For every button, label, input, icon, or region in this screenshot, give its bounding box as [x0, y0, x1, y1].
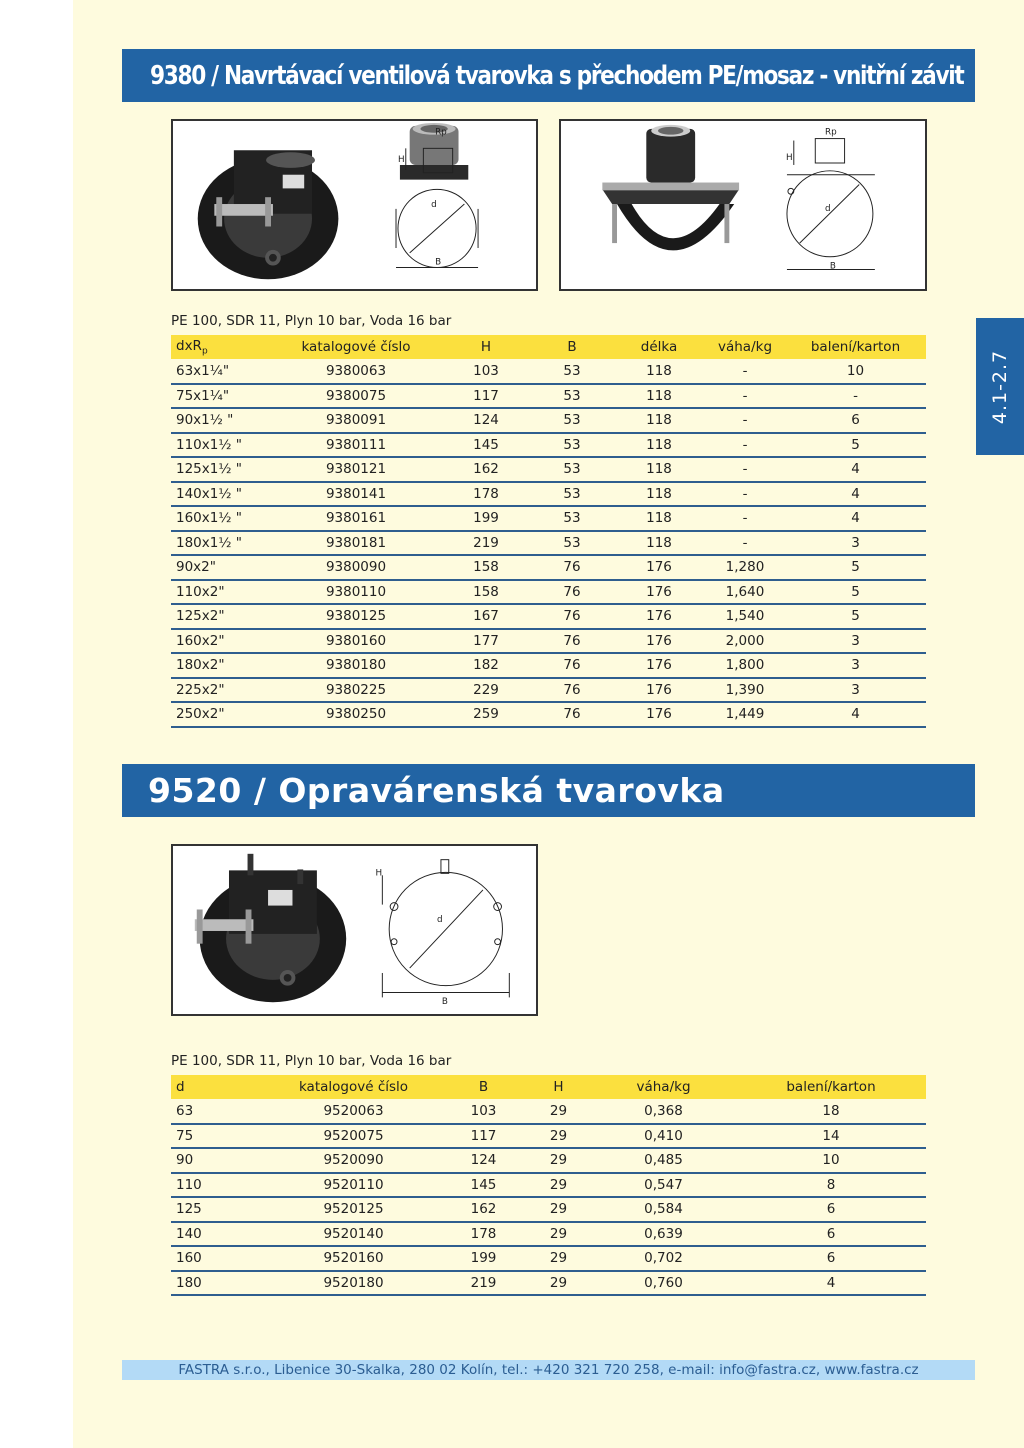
table-row [171, 604, 926, 629]
table-cell: 176 [613, 555, 705, 580]
table-cell: 1,640 [705, 580, 785, 605]
col-header: B [441, 1075, 526, 1099]
table-cell: 4 [736, 1271, 926, 1296]
table-cell: 53 [531, 408, 613, 433]
table-cell: 0,584 [591, 1197, 736, 1222]
table-cell: 176 [613, 678, 705, 703]
table-cell: - [705, 359, 785, 384]
table-cell: - [705, 384, 785, 409]
col-header: balení/karton [785, 335, 926, 359]
svg-text:d: d [437, 915, 443, 926]
table-cell: 9380063 [271, 359, 441, 384]
svg-text:Rp: Rp [435, 127, 447, 138]
table-cell: 118 [613, 531, 705, 556]
table-cell: - [705, 531, 785, 556]
table-cell: 158 [441, 580, 531, 605]
table-row [171, 1148, 926, 1173]
table-cell: 75x1¼" [171, 384, 271, 409]
table-cell: 1,449 [705, 702, 785, 727]
table-cell: 0,702 [591, 1246, 736, 1271]
table-cell: 9380125 [271, 604, 441, 629]
table-cell: 9380090 [271, 555, 441, 580]
spec-line-9380: PE 100, SDR 11, Plyn 10 bar, Voda 16 bar [171, 313, 452, 329]
product-image-9520 [171, 844, 538, 1016]
table-cell: 3 [785, 531, 926, 556]
product-image-9380-a [171, 119, 538, 291]
table-cell: 76 [531, 629, 613, 654]
table-cell: - [705, 433, 785, 458]
table-cell: - [705, 457, 785, 482]
table-cell: 4 [785, 702, 926, 727]
table-cell: 199 [441, 1246, 526, 1271]
table-cell: 0,547 [591, 1173, 736, 1198]
col-header: váha/kg [705, 335, 785, 359]
table-cell: 3 [785, 629, 926, 654]
table-cell: 9380180 [271, 653, 441, 678]
table-cell: 9380250 [271, 702, 441, 727]
table-row [171, 506, 926, 531]
table-row [171, 1173, 926, 1198]
table-cell: 0,485 [591, 1148, 736, 1173]
table-header-row [171, 1075, 926, 1099]
table-cell: 3 [785, 678, 926, 703]
table-cell: 9520125 [266, 1197, 441, 1222]
table-cell: 90x1½ " [171, 408, 271, 433]
table-cell: 53 [531, 457, 613, 482]
table-cell: 180x2" [171, 653, 271, 678]
table-cell: 29 [526, 1148, 591, 1173]
table-cell: 6 [736, 1246, 926, 1271]
svg-text:B: B [829, 261, 836, 272]
fitting-variant-drawing [561, 121, 925, 289]
table-cell: 6 [785, 408, 926, 433]
table-cell: 9380161 [271, 506, 441, 531]
table-cell: 176 [613, 629, 705, 654]
table-cell: 199 [441, 506, 531, 531]
table-cell: 53 [531, 506, 613, 531]
table-cell: 53 [531, 482, 613, 507]
product-table-9380 [171, 335, 926, 728]
table-cell: 118 [613, 359, 705, 384]
fitting-photo-drawing [173, 121, 536, 289]
table-cell: 259 [441, 702, 531, 727]
table-row [171, 1246, 926, 1271]
table-row [171, 1099, 926, 1124]
table-cell: 145 [441, 433, 531, 458]
table-cell: 14 [736, 1124, 926, 1149]
table-row [171, 653, 926, 678]
table-cell: 9380111 [271, 433, 441, 458]
table-cell: 125 [171, 1197, 266, 1222]
page-margin-strip [0, 0, 73, 1448]
table-cell: 0,410 [591, 1124, 736, 1149]
table-cell: 117 [441, 1124, 526, 1149]
col-header: H [526, 1075, 591, 1099]
table-cell: 160 [171, 1246, 266, 1271]
table-cell: 103 [441, 1099, 526, 1124]
table-cell: 250x2" [171, 702, 271, 727]
table-cell: 160x2" [171, 629, 271, 654]
table-cell: 4 [785, 482, 926, 507]
table-row [171, 702, 926, 727]
col-header: délka [613, 335, 705, 359]
table-cell: 10 [736, 1148, 926, 1173]
table-cell: 176 [613, 604, 705, 629]
table-cell: 0,639 [591, 1222, 736, 1247]
table-row [171, 1271, 926, 1296]
svg-text:H: H [375, 868, 383, 879]
table-cell: 9380181 [271, 531, 441, 556]
table-row [171, 433, 926, 458]
table-cell: 118 [613, 408, 705, 433]
table-cell: 158 [441, 555, 531, 580]
table-cell: 76 [531, 580, 613, 605]
table-cell: 118 [613, 433, 705, 458]
table-cell: 178 [441, 1222, 526, 1247]
table-cell: 124 [441, 408, 531, 433]
table-cell: 103 [441, 359, 531, 384]
table-cell: 9520063 [266, 1099, 441, 1124]
table-cell: - [705, 506, 785, 531]
table-cell: 0,368 [591, 1099, 736, 1124]
table-row [171, 408, 926, 433]
table-row [171, 580, 926, 605]
table-cell: 180x1½ " [171, 531, 271, 556]
table-cell: 63x1¼" [171, 359, 271, 384]
table-cell: 9520075 [266, 1124, 441, 1149]
table-cell: 140x1½ " [171, 482, 271, 507]
table-cell: - [785, 384, 926, 409]
table-cell: - [705, 482, 785, 507]
table-row [171, 1197, 926, 1222]
table-cell: 1,280 [705, 555, 785, 580]
svg-text:B: B [441, 997, 448, 1008]
table-cell: 2,000 [705, 629, 785, 654]
col-header: B [531, 335, 613, 359]
col-header: balení/karton [736, 1075, 926, 1099]
svg-text:H: H [785, 153, 793, 164]
table-cell: 90x2" [171, 555, 271, 580]
table-cell: 76 [531, 702, 613, 727]
table-cell: 53 [531, 359, 613, 384]
table-cell: 76 [531, 555, 613, 580]
table-cell: 76 [531, 604, 613, 629]
table-cell: 63 [171, 1099, 266, 1124]
table-row [171, 1222, 926, 1247]
col-header: H [441, 335, 531, 359]
table-cell: 162 [441, 457, 531, 482]
table-cell: 118 [613, 384, 705, 409]
table-row [171, 555, 926, 580]
spec-line-9520: PE 100, SDR 11, Plyn 10 bar, Voda 16 bar [171, 1053, 452, 1069]
table-cell: 9520110 [266, 1173, 441, 1198]
table-cell: 76 [531, 678, 613, 703]
table-cell: 5 [785, 433, 926, 458]
col-header-dxrp: dxR$_p$ [171, 335, 271, 359]
table-cell: 5 [785, 580, 926, 605]
table-cell: 53 [531, 433, 613, 458]
table-cell: 29 [526, 1271, 591, 1296]
table-cell: 125x1½ " [171, 457, 271, 482]
table-cell: 140 [171, 1222, 266, 1247]
table-row [171, 359, 926, 384]
table-cell: 1,390 [705, 678, 785, 703]
table-cell: 9520180 [266, 1271, 441, 1296]
table-cell: 53 [531, 384, 613, 409]
table-cell: - [705, 408, 785, 433]
svg-text:B: B [435, 257, 442, 268]
table-cell: 225x2" [171, 678, 271, 703]
table-cell: 180 [171, 1271, 266, 1296]
table-cell: 1,540 [705, 604, 785, 629]
table-cell: 29 [526, 1222, 591, 1247]
table-cell: 9380160 [271, 629, 441, 654]
table-cell: 219 [441, 1271, 526, 1296]
product-table-9520 [171, 1075, 926, 1296]
table-cell: 4 [785, 506, 926, 531]
table-cell: 182 [441, 653, 531, 678]
col-header: d [171, 1075, 266, 1099]
table-cell: 177 [441, 629, 531, 654]
table-cell: 118 [613, 506, 705, 531]
table-cell: 110x1½ " [171, 433, 271, 458]
table-cell: 90 [171, 1148, 266, 1173]
table-cell: 8 [736, 1173, 926, 1198]
table-row [171, 678, 926, 703]
repair-fitting-drawing [173, 846, 536, 1014]
table-cell: 10 [785, 359, 926, 384]
table-row [171, 531, 926, 556]
table-cell: 219 [441, 531, 531, 556]
section-title-9520: 9520 / Opravárenská tvarovka [122, 764, 975, 817]
table-cell: 29 [526, 1099, 591, 1124]
table-cell: 5 [785, 604, 926, 629]
table-row [171, 384, 926, 409]
table-cell: 29 [526, 1124, 591, 1149]
table-row [171, 629, 926, 654]
table-cell: 6 [736, 1222, 926, 1247]
table-cell: 160x1½ " [171, 506, 271, 531]
col-header: váha/kg [591, 1075, 736, 1099]
table-cell: 176 [613, 653, 705, 678]
table-cell: 1,800 [705, 653, 785, 678]
table-cell: 9380075 [271, 384, 441, 409]
table-cell: 29 [526, 1197, 591, 1222]
table-cell: 145 [441, 1173, 526, 1198]
table-cell: 29 [526, 1173, 591, 1198]
table-cell: 162 [441, 1197, 526, 1222]
table-cell: 53 [531, 531, 613, 556]
table-cell: 75 [171, 1124, 266, 1149]
page-footer: FASTRA s.r.o., Libenice 30-Skalka, 280 02 Kolín, tel.: +420 321 720 258, e-mail: info@fastra.cz, www.fastra.cz [122, 1360, 975, 1380]
table-cell: 9380121 [271, 457, 441, 482]
svg-text:d: d [431, 199, 437, 210]
table-cell: 178 [441, 482, 531, 507]
svg-text:H: H [397, 155, 405, 166]
table-cell: 9380091 [271, 408, 441, 433]
table-row [171, 482, 926, 507]
table-cell: 76 [531, 653, 613, 678]
table-cell: 229 [441, 678, 531, 703]
table-header-row [171, 335, 926, 359]
table-cell: 110x2" [171, 580, 271, 605]
table-cell: 3 [785, 653, 926, 678]
product-image-9380-b [559, 119, 927, 291]
table-cell: 176 [613, 702, 705, 727]
table-cell: 118 [613, 482, 705, 507]
table-cell: 9520090 [266, 1148, 441, 1173]
section-title-9380: 9380 / Navrtávací ventilová tvarovka s přechodem PE/mosaz - vnitřní závit [122, 49, 975, 102]
col-header: katalogové číslo [266, 1075, 441, 1099]
chapter-tab: 4.1-2.7 [976, 318, 1024, 455]
table-cell: 9520160 [266, 1246, 441, 1271]
table-cell: 0,760 [591, 1271, 736, 1296]
table-cell: 125x2" [171, 604, 271, 629]
table-cell: 5 [785, 555, 926, 580]
table-cell: 6 [736, 1197, 926, 1222]
table-cell: 167 [441, 604, 531, 629]
table-cell: 9380141 [271, 482, 441, 507]
table-cell: 9520140 [266, 1222, 441, 1247]
table-cell: 29 [526, 1246, 591, 1271]
table-row [171, 457, 926, 482]
table-cell: 110 [171, 1173, 266, 1198]
table-cell: 118 [613, 457, 705, 482]
col-header: katalogové číslo [271, 335, 441, 359]
table-cell: 9380110 [271, 580, 441, 605]
table-cell: 18 [736, 1099, 926, 1124]
table-row [171, 1124, 926, 1149]
table-cell: 176 [613, 580, 705, 605]
table-cell: 4 [785, 457, 926, 482]
table-cell: 124 [441, 1148, 526, 1173]
table-cell: 9380225 [271, 678, 441, 703]
svg-text:d: d [825, 203, 831, 214]
table-cell: 117 [441, 384, 531, 409]
svg-text:Rp: Rp [825, 127, 837, 138]
